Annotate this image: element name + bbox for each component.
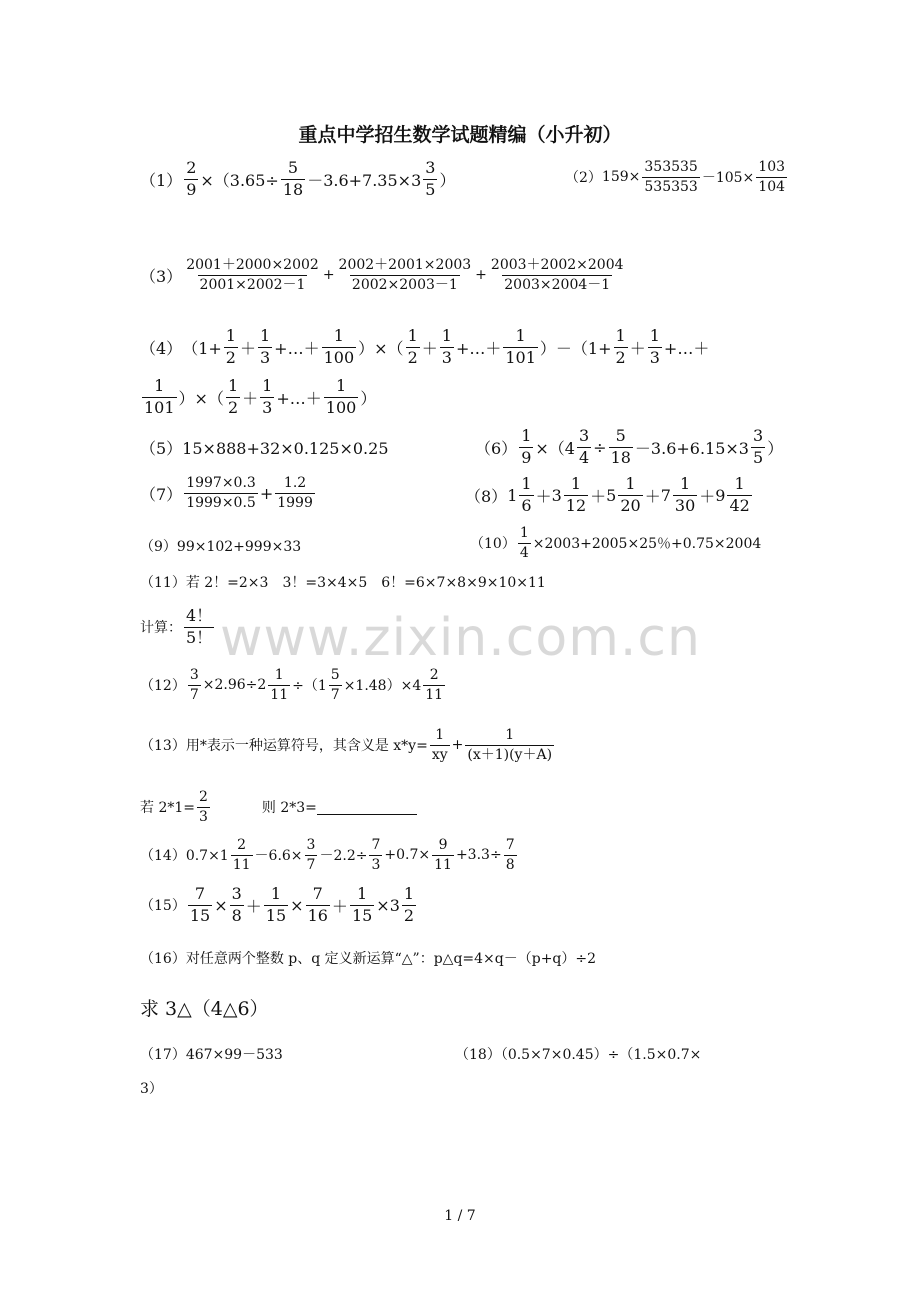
answer-blank[interactable] bbox=[317, 800, 417, 815]
fraction: $\frac{2003+2002\times 2004}{2003\times 2004-1}$ bbox=[490, 257, 624, 293]
fraction: $\frac{2001+2000\times 2002}{2001\times 2002-1}$ bbox=[186, 257, 319, 293]
question-8: （8） 1 $\frac{1}{6}$ ＋ 3 $\frac{1}{12}$ ＋ 5 $\frac{1}{20}$ ＋ 7 $\frac{1}{30}$ ＋ 9 $\frac{1}{42}$ bbox=[465, 474, 750, 515]
question-17: （17）467×99－533 bbox=[140, 1047, 283, 1063]
question-13-condition: 若 2*1= $\frac{2}{3}$ 则 2*3= bbox=[140, 790, 417, 824]
question-2: （2） 159× $\frac{353535}{535353}$ －105× $\frac{103}{104}$ bbox=[565, 159, 786, 195]
question-6: （6） $\frac{1}{9}$ ×（4 $\frac{3}{4}$ ÷ $\frac{5}{18}$ －3.6+6.15×3 $\frac{3}{5}$ ） bbox=[475, 426, 784, 467]
calc-expression: 计算： $\frac{4!}{5!}$ bbox=[140, 606, 213, 647]
question-13: （13）用*表示一种运算符号，其含义是 x*y= $\frac{1}{xy}$ + $\frac{1}{(x+1)(y+A)}$ bbox=[140, 727, 553, 763]
fraction: $\frac{103}{104}$ bbox=[758, 159, 786, 195]
question-7: （7） $\frac{1997\times 0.3}{1999\times 0.5}$ + $\frac{1.2}{1999}$ bbox=[140, 475, 313, 511]
question-4: （4） （1+ $\frac{1}{2}$ ＋ $\frac{1}{3}$ +…＋ $\frac{1}{100}$ ）×（ $\frac{1}{2}$ ＋ $\frac{1}{3}$ +…＋ $\frac{1}{101}$ ）－（1+ $\frac{1}{2}$ ＋ $\frac{1}{3}$ +…＋ bbox=[140, 326, 710, 367]
question-18-continued: 3） bbox=[140, 1081, 163, 1097]
question-18: （18）（0.5×7×0.45）÷（1.5×0.7× bbox=[455, 1047, 702, 1063]
fraction: $\frac{3}{5}$ bbox=[425, 158, 436, 199]
question-9: （9）99×102+999×33 bbox=[140, 539, 302, 555]
question-4-continued: $\frac{1}{101}$ ）×（ $\frac{1}{2}$ ＋ $\frac{1}{3}$ +…＋ $\frac{1}{100}$ ） bbox=[144, 376, 377, 417]
question-16: （16）对任意两个整数 p、q 定义新运算“△”：p△q=4×q－（p+q）÷2 bbox=[140, 951, 597, 967]
fraction: $\frac{5}{18}$ bbox=[282, 158, 304, 199]
fraction: $\frac{2002+2001\times 2003}{2002\times 2003-1}$ bbox=[338, 257, 472, 293]
question-5: （5）15×888+32×0.125×0.25 bbox=[140, 439, 389, 458]
question-10: （10） $\frac{1}{4}$ ×2003+2005×25％+0.75×2004 bbox=[470, 525, 762, 561]
page-title: 重点中学招生数学试题精编（小升初） bbox=[298, 124, 622, 146]
page-number: 1 / 7 bbox=[444, 1208, 476, 1224]
question-14: （14）0.7×1 $\frac{2}{11}$ －6.6× $\frac{3}{7}$ －2.2÷ $\frac{7}{3}$ +0.7× $\frac{9}{11}$ +3.3÷ $\frac{7}{8}$ bbox=[140, 837, 515, 873]
question-15: （15） $\frac{7}{15}$ × $\frac{3}{8}$ ＋ $\frac{1}{15}$ × $\frac{7}{16}$ ＋ $\frac{1}{15}$ ×3 $\frac{1}{2}$ bbox=[140, 884, 415, 925]
question-12: （12） $\frac{3}{7}$ ×2.96÷2 $\frac{1}{11}$ ÷（1 $\frac{5}{7}$ ×1.48）×4 $\frac{2}{11}$ bbox=[140, 667, 444, 703]
question-3: （3） $\frac{2001+2000\times 2002}{2001\times 2002-1}$ + $\frac{2002+2001\times 2003}{2002\times 2003-1}$ + $\frac{2003+2002\times 2004}{2003\times 2004-1}$ bbox=[140, 257, 624, 293]
fraction: $\frac{2}{9}$ bbox=[186, 158, 197, 199]
question-11: （11）若 2！=2×3 3！=3×4×5 6！=6×7×8×9×10×11 bbox=[140, 575, 546, 591]
question-16-ask: 求 3△（4△6） bbox=[140, 998, 269, 1020]
watermark: www.zixin.com.cn bbox=[220, 608, 701, 668]
fraction: $\frac{353535}{535353}$ bbox=[644, 159, 698, 195]
question-1: （1） $\frac{2}{9}$ ×（3.65÷ $\frac{5}{18}$ －3.6+7.35×3 $\frac{3}{5}$ ） bbox=[140, 158, 456, 199]
